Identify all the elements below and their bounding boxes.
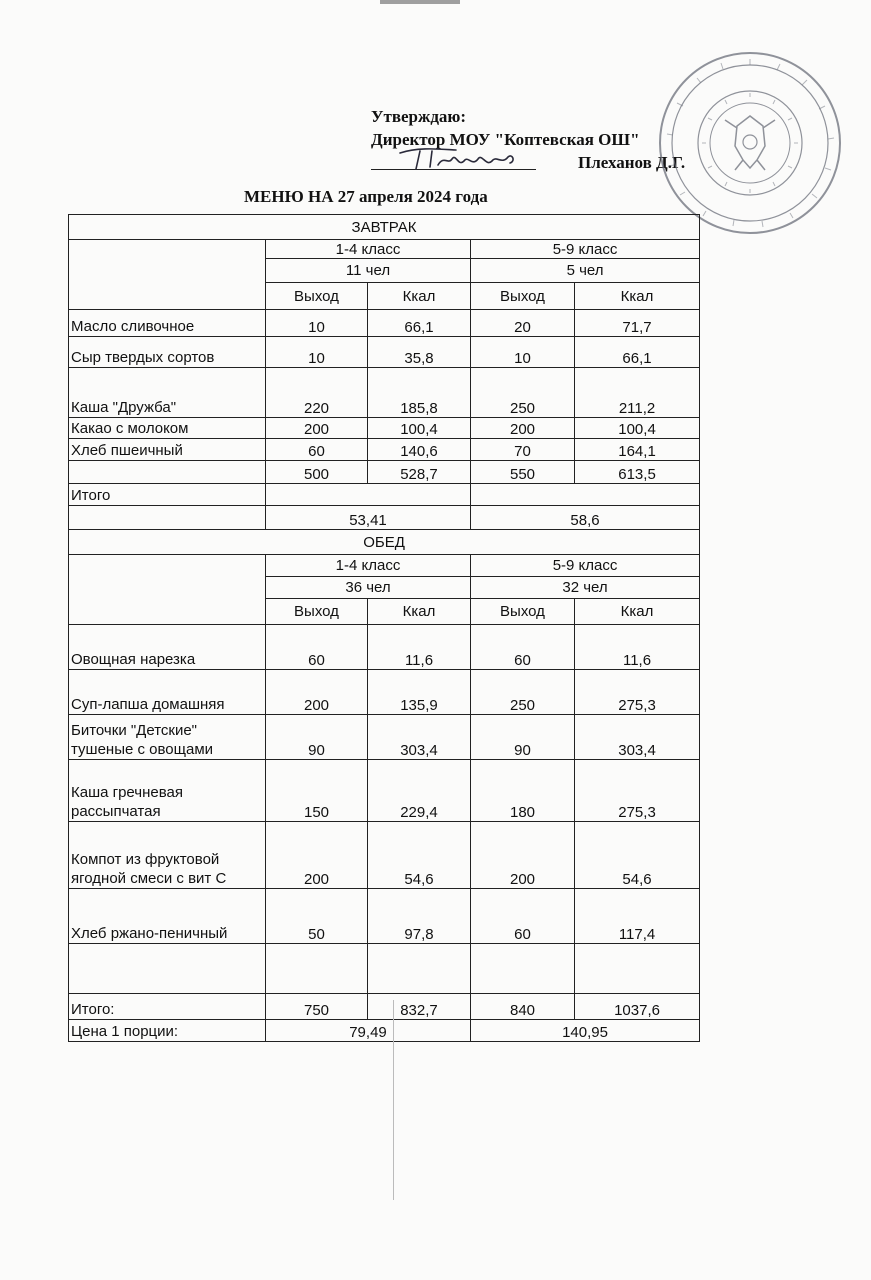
menu-table: [68, 214, 700, 1042]
cell: 60: [266, 439, 368, 461]
breakfast-group-row: [69, 240, 700, 259]
cell: 66,1: [575, 337, 700, 368]
cell: 164,1: [575, 439, 700, 461]
table-row: [69, 889, 700, 944]
lunch-section-row: [69, 530, 700, 555]
scan-mark: [380, 0, 460, 4]
cell: 60: [471, 889, 575, 944]
cell: 200: [266, 670, 368, 715]
breakfast-group-2-label: 5-9 класс: [471, 240, 700, 259]
cell: 229,4: [368, 760, 471, 822]
breakfast-price-row: [69, 506, 700, 530]
cell: 528,7: [368, 461, 471, 484]
table-row: [69, 337, 700, 368]
breakfast-header-blank: [69, 240, 266, 310]
lunch-group-2-people: 32 чел: [471, 577, 700, 599]
column-kcal: Ккал: [575, 599, 700, 625]
director-name: Плеханов Д.Г.: [578, 153, 686, 172]
school-seal: [655, 48, 845, 238]
lunch-header-blank: [69, 555, 266, 625]
cell: 97,8: [368, 889, 471, 944]
cell: 10: [266, 337, 368, 368]
cell: 150: [266, 760, 368, 822]
price-label: Цена 1 порции:: [69, 1020, 266, 1042]
cell: 200: [471, 822, 575, 889]
table-row: [69, 715, 700, 760]
cell: 200: [266, 822, 368, 889]
cell: 71,7: [575, 310, 700, 337]
table-row: [69, 310, 700, 337]
cell: 550: [471, 461, 575, 484]
cell: 100,4: [368, 418, 471, 439]
menu-title: МЕНЮ НА 27 апреля 2024 года: [244, 187, 488, 206]
breakfast-price-5-9: 58,6: [471, 506, 700, 530]
cell: 100,4: [575, 418, 700, 439]
cell: 200: [471, 418, 575, 439]
paper-crease: [393, 1000, 394, 1200]
table-row: [69, 760, 700, 822]
column-kcal: Ккал: [368, 283, 471, 310]
cell: 185,8: [368, 368, 471, 418]
cell: 10: [266, 310, 368, 337]
cell: 613,5: [575, 461, 700, 484]
table-row: [69, 670, 700, 715]
breakfast-sum-row: [69, 461, 700, 484]
column-output: Выход: [266, 599, 368, 625]
lunch-group-2-label: 5-9 класс: [471, 555, 700, 577]
breakfast-section-row: [69, 215, 700, 240]
dish-name: Сыр твердых сортов: [69, 337, 266, 368]
dish-name: Хлеб пшеичный: [69, 439, 266, 461]
column-output: Выход: [471, 283, 575, 310]
lunch-price-5-9: 140,95: [471, 1020, 700, 1042]
cell: 250: [471, 670, 575, 715]
dish-name: Биточки "Детские" тушеные с овощами: [69, 715, 266, 760]
lunch-price-1-4: 79,49: [266, 1020, 471, 1042]
cell: 832,7: [368, 994, 471, 1020]
approval-title: Утверждаю:: [371, 107, 467, 126]
cell: 35,8: [368, 337, 471, 368]
table-row: [69, 439, 700, 461]
dish-name: Каша гречневая рассыпчатая: [69, 760, 266, 822]
breakfast-group-1-people: 11 чел: [266, 259, 471, 283]
column-output: Выход: [471, 599, 575, 625]
total-label: Итого: [69, 484, 266, 506]
breakfast-group-1-label: 1-4 класс: [266, 240, 471, 259]
cell: 135,9: [368, 670, 471, 715]
breakfast-group-2-people: 5 чел: [471, 259, 700, 283]
breakfast-total-row: [69, 484, 700, 506]
cell: 90: [266, 715, 368, 760]
dish-name: Овощная нарезка: [69, 625, 266, 670]
lunch-group-1-people: 36 чел: [266, 577, 471, 599]
cell: 11,6: [575, 625, 700, 670]
cell: 20: [471, 310, 575, 337]
cell: 50: [266, 889, 368, 944]
cell: 303,4: [368, 715, 471, 760]
cell: 60: [471, 625, 575, 670]
cell: 70: [471, 439, 575, 461]
breakfast-price-1-4: 53,41: [266, 506, 471, 530]
cell: 60: [266, 625, 368, 670]
cell: 275,3: [575, 760, 700, 822]
cell: 180: [471, 760, 575, 822]
dish-name: Хлеб ржано-пеничный: [69, 889, 266, 944]
cell: 54,6: [575, 822, 700, 889]
table-row: [69, 368, 700, 418]
dish-name: Какао с молоком: [69, 418, 266, 439]
approval-position: Директор МОУ "Коптевская ОШ": [371, 130, 640, 149]
cell: 211,2: [575, 368, 700, 418]
cell: 250: [471, 368, 575, 418]
cell: 117,4: [575, 889, 700, 944]
total-label: Итого:: [69, 994, 266, 1020]
table-row: [69, 418, 700, 439]
lunch-group-row: [69, 555, 700, 577]
column-kcal: Ккал: [368, 599, 471, 625]
cell: 200: [266, 418, 368, 439]
cell: 220: [266, 368, 368, 418]
signature: [398, 143, 528, 175]
lunch-section-title: ОБЕД: [69, 530, 700, 555]
breakfast-section-title: ЗАВТРАК: [69, 215, 700, 240]
cell: 10: [471, 337, 575, 368]
cell: 90: [471, 715, 575, 760]
table-row: [69, 822, 700, 889]
lunch-group-1-label: 1-4 класс: [266, 555, 471, 577]
dish-name: Компот из фруктовой ягодной смеси с вит С: [69, 822, 266, 889]
lunch-total-row: [69, 994, 700, 1020]
dish-name: Суп-лапша домашняя: [69, 670, 266, 715]
cell: 303,4: [575, 715, 700, 760]
lunch-price-row: [69, 1020, 700, 1042]
cell: 840: [471, 994, 575, 1020]
cell: 750: [266, 994, 368, 1020]
dish-name: Масло сливочное: [69, 310, 266, 337]
cell: 140,6: [368, 439, 471, 461]
cell: 1037,6: [575, 994, 700, 1020]
column-output: Выход: [266, 283, 368, 310]
cell: 500: [266, 461, 368, 484]
empty-row: [69, 944, 700, 994]
cell: 11,6: [368, 625, 471, 670]
table-row: [69, 625, 700, 670]
cell: 66,1: [368, 310, 471, 337]
cell: 275,3: [575, 670, 700, 715]
dish-name: Каша "Дружба": [69, 368, 266, 418]
column-kcal: Ккал: [575, 283, 700, 310]
cell: 54,6: [368, 822, 471, 889]
